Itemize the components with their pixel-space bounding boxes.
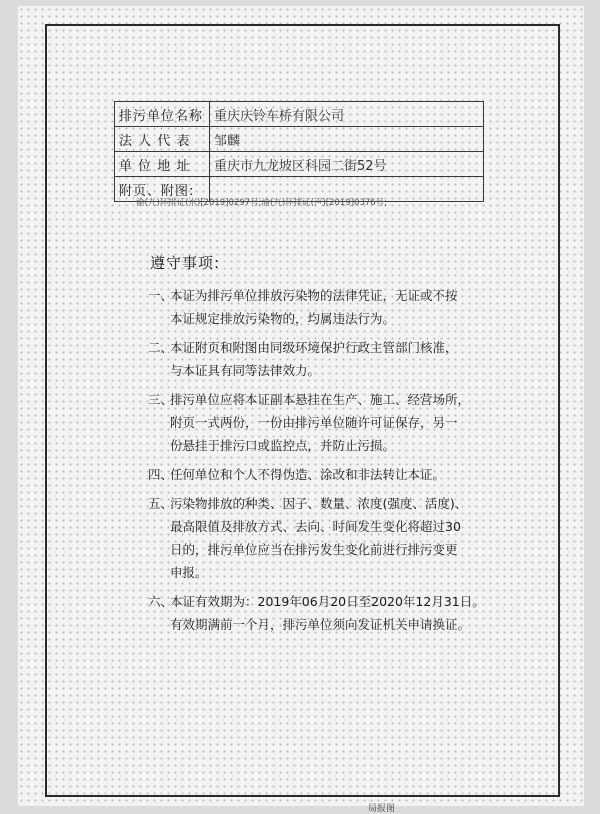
field-value: 邹麟 <box>210 127 484 152</box>
rule-item <box>148 463 548 486</box>
rules-title: 遵守事项: <box>150 254 221 272</box>
rule-text-line: 份悬挂于排污口或监控点，并防止污损。 <box>170 438 396 453</box>
rule-text-line: 本证附页和附图由同级环境保护行政主管部门核准， <box>170 340 458 355</box>
field-value: 重庆庆铃车桥有限公司 <box>210 102 484 127</box>
rule-number: 二、 <box>148 340 174 355</box>
rule-number: 五、 <box>148 496 174 511</box>
rule-item <box>148 388 548 457</box>
rule-number: 一、 <box>148 288 174 303</box>
rule-text-line: 本证有效期为：2019年06月20日至2020年12月31日。 <box>170 594 485 609</box>
rule-text-line: 最高限值及排放方式、去向、时间发生变化将超过30 <box>170 519 461 534</box>
rule-item <box>148 284 548 330</box>
rule-number: 四、 <box>148 467 174 482</box>
rule-text-line: 排污单位应将本证副本悬挂在生产、施工、经营场所， <box>170 392 471 407</box>
rule-number: 三、 <box>148 392 174 407</box>
rule-text-line: 有效期满前一个月，排污单位须向发证机关申请换证。 <box>170 617 471 632</box>
unit-info-table <box>114 101 484 202</box>
field-row-legal-representative <box>115 127 484 152</box>
field-value: 重庆市九龙坡区科园二街52号 <box>210 152 484 177</box>
rules-list <box>148 284 548 642</box>
rule-item <box>148 492 548 584</box>
rule-text-line: 污染物排放的种类、因子、数量、浓度(强度、活度)、 <box>170 496 468 511</box>
rule-text-line: 与本证具有同等法律效力。 <box>170 363 321 378</box>
field-label: 单 位 地 址 <box>115 152 210 177</box>
field-label: 附页、附图: <box>115 177 210 202</box>
field-label: 排污单位名称 <box>115 102 210 127</box>
rule-text-line: 任何单位和个人不得伪造、涂改和非法转让本证。 <box>170 467 446 482</box>
footer-mark: 局报图 <box>368 804 396 814</box>
field-row-unit-name <box>115 102 484 127</box>
rule-text-line: 日的，排污单位应当在排污发生变化前进行排污变更 <box>170 542 458 557</box>
certificate-page <box>18 6 584 806</box>
rule-item <box>148 336 548 382</box>
rule-item <box>148 590 548 636</box>
rule-text-line: 申报。 <box>170 565 208 580</box>
permit-numbers: 渝(九)环排证(水)[2019]0297号;渝(九)环排证(声)[2019]0376号; <box>136 198 388 208</box>
rule-text-line: 本证为排污单位排放污染物的法律凭证，无证或不按 <box>170 288 458 303</box>
rule-number: 六、 <box>148 594 174 609</box>
rule-text-line: 附页一式两份，一份由排污单位随许可证保存，另一 <box>170 415 458 430</box>
rule-text-line: 本证规定排放污染物的，均属违法行为。 <box>170 311 396 326</box>
field-label: 法 人 代 表 <box>115 127 210 152</box>
field-row-address <box>115 152 484 177</box>
